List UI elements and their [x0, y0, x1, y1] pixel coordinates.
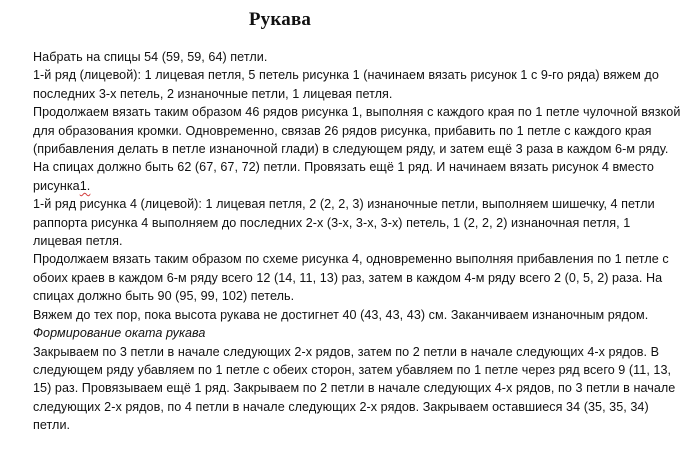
document-body	[33, 48, 681, 435]
subheading-sleeve-cap: Формирование оката рукава	[33, 326, 206, 341]
paragraph-pattern-4-first-row: 1-й ряд рисунка 4 (лицевой): 1 лицевая петля, 2 (2, 2, 3) изнаночные петли, выполняем шишечку, 4 петли раппорта рисунка 4 выполняем до последних 2-х (3-х, 3-х, 3-х) петель, 1 (2, 2, 2) изнаночная петля, 1 лицевая петля.	[33, 197, 655, 249]
paragraph-first-row: 1-й ряд (лицевой): 1 лицевая петля, 5 петель рисунка 1 (начинаем вязать рисунок 1 с 9-го ряда) вяжем до последних 3-х петель, 2 изнаночные петли, 1 лицевая петля.	[33, 68, 659, 101]
paragraph-cast-on: Набрать на спицы 54 (59, 59, 64) петли.	[33, 50, 268, 64]
paragraph-sleeve-cap: Закрываем по 3 петли в начале следующих 2-х рядов, затем по 2 петли в начале следующих 4-х рядов. В следующем ряду убавляем по 1 петле с обеих сторон, затем убавляем по 1 петле через ряд всего 9 (11, 13, 15) раз. Провязываем ещё 1 ряд. Закрываем по 2 петли в начале следующих 4-х рядов, по 3 петли в начале следующих 2-х рядов, по 4 петли в начале следующих 2-х рядов. Закрываем оставшиеся 34 (35, 35, 34) петли.	[33, 344, 676, 433]
paragraph-sleeve-height: Вяжем до тех пор, пока высота рукава не достигнет 40 (43, 43, 43) см. Заканчиваем изнаночным рядом.	[33, 307, 649, 322]
page-title: Рукава	[248, 9, 312, 30]
paragraph-continue-pattern-1	[33, 103, 681, 195]
paragraph-continue-pattern-1-text: Продолжаем вязать таким образом 46 рядов рисунка 1, выполняя с каждого края по 1 петле чулочной вязкой для образования кромки. Одновременно, связав 26 рядов рисунка, прибавить по 1 петле с каждого края (прибавления делать в петле изнаночной глади) в следующем ряду, и затем ещё 3 раза в каждом 6-м ряду. На спицах должно быть 62 (67, 67, 72) петли. Провязать ещё 1 ряд. И начинаем вязать рисунок 4 вместо рисунка	[33, 105, 681, 193]
spellcheck-mark: 1.	[79, 178, 91, 193]
paragraph-continue-pattern-4: Продолжаем вязать таким образом по схеме рисунка 4, одновременно выполняя прибавления по 1 петле с обоих краев в каждом 6-м ряду всего 12 (14, 11, 13) раз, затем в каждом 4-м ряду всего 2 (0, 5, 2) раза. На спицах должно быть 90 (95, 99, 102) петель.	[33, 252, 669, 304]
